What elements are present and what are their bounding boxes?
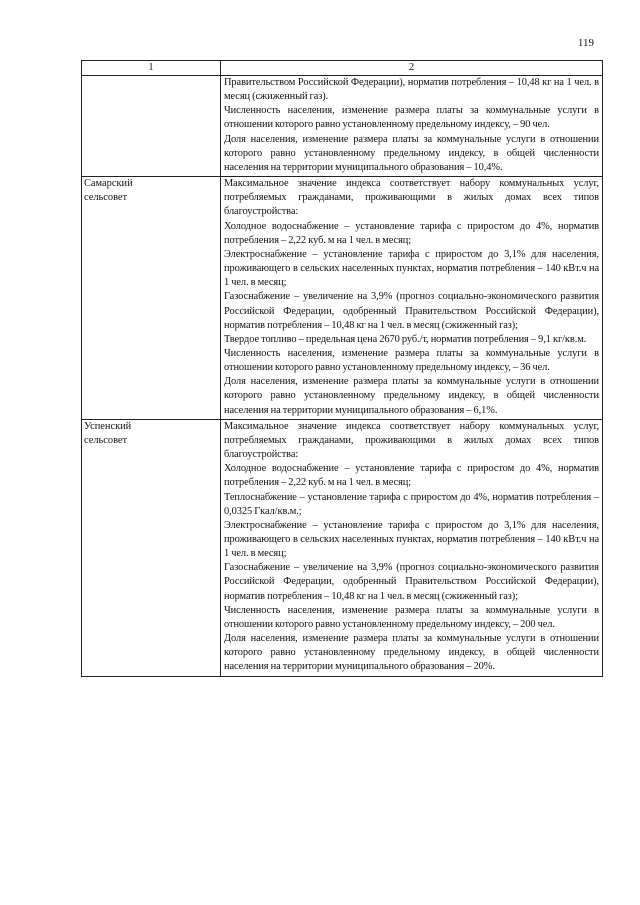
table-row — [82, 419, 603, 676]
description-paragraph: Численность населения, изменение размера платы за коммунальные услуги в отношении которого равно установленному предельному индексу, – 200 чел. — [224, 604, 599, 630]
description-paragraph: Газоснабжение – увеличение на 3,9% (прогноз социально-экономического развития Российской Федерации, одобренный Правительством Российской Федерации), норматив потребления – 10,48 кг на 1 чел. в месяц (сжиженный газ); — [224, 562, 599, 602]
description-paragraph: Теплоснабжение – установление тарифа с приростом до 4%, норматив потребления – 0,0325 Гкал/кв.м.; — [224, 491, 599, 517]
description-paragraph: Твердое топливо – предельная цена 2670 руб./т, норматив потребления – 9,1 кг/кв.м. — [224, 333, 587, 345]
municipality-name-cell — [82, 177, 221, 420]
table-row — [82, 177, 603, 420]
municipality-name-cell — [82, 419, 221, 676]
description-paragraph: Максимальное значение индекса соответствует набору коммунальных услуг, потребляемых гражданами, проживающими в жилых домах всех типов благоустройства: — [224, 420, 599, 461]
description-paragraph: Электроснабжение – установление тарифа с приростом до 3,1% для населения, проживающего в сельских населенных пунктах, норматив потребления – 140 кВт.ч на 1 чел. в месяц; — [224, 248, 599, 289]
column-header-2: 2 — [221, 61, 603, 76]
table-header-row — [82, 61, 603, 76]
description-paragraph: Холодное водоснабжение – установление тарифа с приростом до 4%, норматив потребления – 2,22 куб. м на 1 чел. в месяц; — [224, 220, 599, 246]
description-paragraph: Доля населения, изменение размера платы за коммунальные услуги в отношении которого равно установленному предельному индексу, в общей численности населения на территории муниципального образования – 20%. — [224, 633, 599, 673]
description-paragraph: Электроснабжение – установление тарифа с приростом до 3,1% для населения, проживающего в сельских населенных пунктах, норматив потребления – 140 кВт.ч на 1 чел. в месяц; — [224, 519, 599, 560]
municipality-name-cell — [82, 76, 221, 177]
description-paragraph: Доля населения, изменение размера платы за коммунальные услуги в отношении которого равно установленному предельному индексу, в общей численности населения на территории муниципального образования – 6,1%. — [224, 376, 599, 416]
tariff-table — [81, 60, 603, 677]
municipality-name-line: Самарский — [84, 178, 133, 190]
description-paragraph: Газоснабжение – увеличение на 3,9% (прогноз социально-экономического развития Российской Федерации, одобренный Правительством Российской Федерации), норматив потребления – 10,48 кг на 1 чел. в месяц (сжиженный газ); — [224, 291, 599, 331]
description-paragraph: Численность населения, изменение размера платы за коммунальные услуги в отношении которого равно установленному предельному индексу, – 36 чел. — [224, 347, 599, 374]
description-paragraph: Холодное водоснабжение – установление тарифа с приростом до 4%, норматив потребления – 2,22 куб. м на 1 чел. в месяц; — [224, 463, 599, 489]
description-paragraph: Численность населения, изменение размера платы за коммунальные услуги в отношении которого равно установленному предельному индексу, – 90 чел. — [224, 105, 599, 131]
description-cell — [221, 177, 603, 420]
description-cell — [221, 76, 603, 177]
page-number: 119 — [577, 37, 594, 49]
description-paragraph: Доля населения, изменение размера платы за коммунальные услуги в отношении которого равно установленному предельному индексу, в общей численности населения на территории муниципального образования – 10,4%. — [224, 133, 599, 173]
municipality-name-line: сельсовет — [84, 434, 128, 446]
table-body — [82, 76, 603, 677]
description-paragraph: Правительством Российской Федерации), норматив потребления – 10,48 кг на 1 чел. в месяц (сжиженный газ). — [224, 77, 599, 103]
municipality-name-line: Успенский — [84, 420, 132, 432]
municipality-name-line: сельсовет — [84, 192, 128, 204]
description-paragraph: Максимальное значение индекса соответствует набору коммунальных услуг, потребляемых гражданами, проживающими в жилых домах всех типов благоустройства: — [224, 178, 599, 218]
column-header-1: 1 — [82, 61, 221, 76]
description-cell — [221, 419, 603, 676]
table-row — [82, 76, 603, 177]
